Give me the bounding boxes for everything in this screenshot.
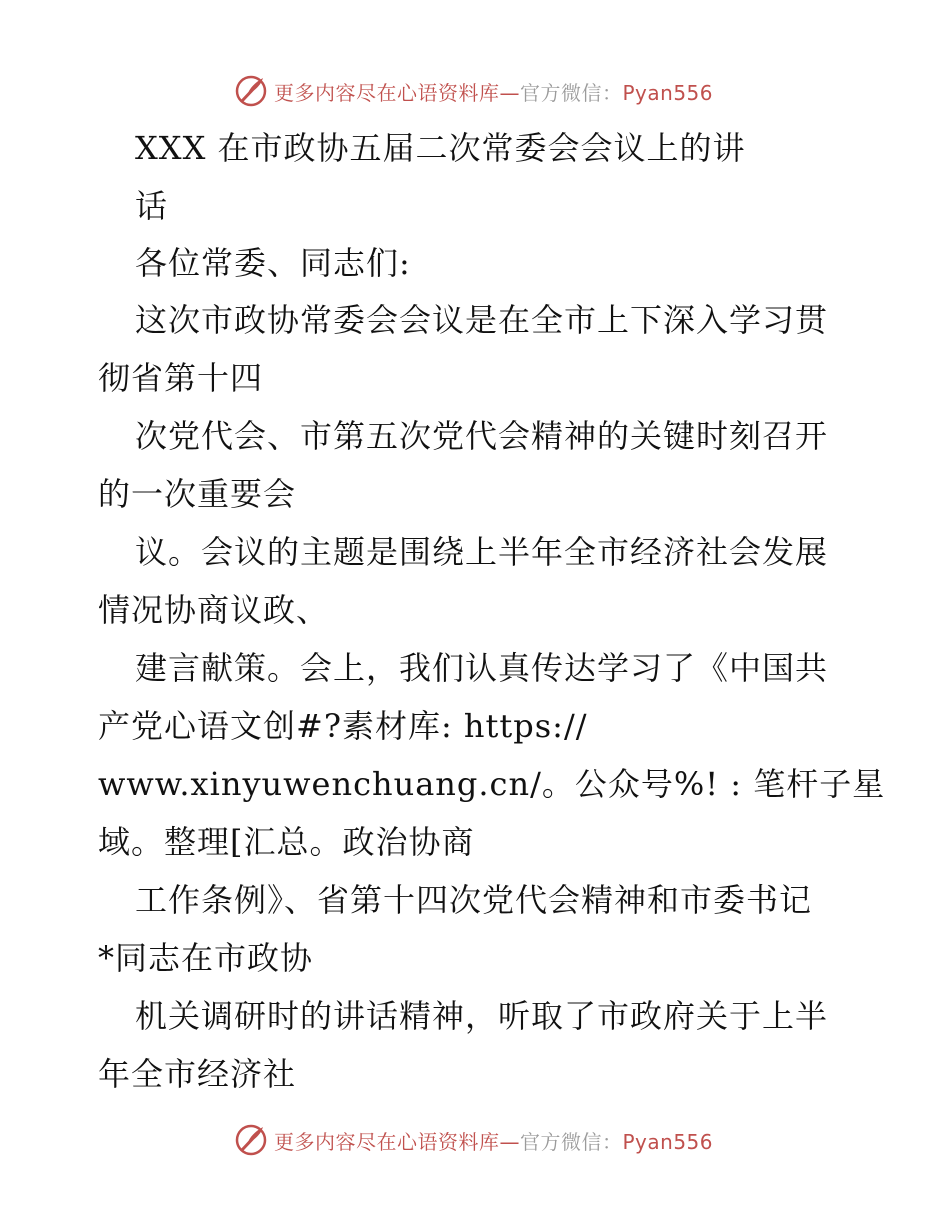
body-line: *同志在市政协 (98, 939, 314, 977)
body-line: 次党代会、市第五次党代会精神的关键时刻召开 (135, 417, 829, 455)
body-line: 机关调研时的讲话精神，听取了市政府关于上半 (135, 997, 829, 1035)
header-watermark (234, 71, 713, 111)
body-line: 域。整理[汇总。政治协商 (98, 823, 475, 861)
body-line: 议。会议的主题是围绕上半年全市经济社会发展 (135, 533, 829, 571)
watermark-wechat-id: Pyan556 (622, 80, 714, 105)
body-line: 建言献策。会上，我们认真传达学习了《中国共 (135, 649, 829, 687)
body-line: 产党心语文创#?素材库: https:// (98, 707, 588, 745)
watermark-separator: — (499, 80, 520, 105)
title-line-2: 话 (135, 187, 169, 225)
body-line: 彻省第十四 (98, 359, 264, 397)
watermark-label: 官方微信： (520, 1129, 623, 1154)
quill-logo-icon (234, 74, 268, 108)
body-line: 这次市政协常委会会议是在全市上下深入学习贯 (135, 301, 829, 339)
footer-watermark (234, 1120, 713, 1160)
body-line: www.xinyuwenchuang.cn/。公众号%! : 笔杆子星 (98, 765, 886, 803)
body-line: 年全市经济社 (98, 1055, 297, 1093)
salutation-line: 各位常委、同志们: (135, 244, 411, 282)
watermark-main-text: 更多内容尽在心语资料库 (274, 80, 500, 105)
watermark-separator: — (499, 1129, 520, 1154)
title-line-1: XXX 在市政协五届二次常委会会议上的讲 (135, 129, 746, 167)
quill-logo-icon (234, 1123, 268, 1157)
watermark-main-text: 更多内容尽在心语资料库 (274, 1129, 500, 1154)
watermark-label: 官方微信： (520, 80, 623, 105)
body-line: 的一次重要会 (98, 475, 297, 513)
body-line: 工作条例》、省第十四次党代会精神和市委书记 (135, 881, 813, 919)
watermark-wechat-id: Pyan556 (622, 1129, 714, 1154)
body-line: 情况协商议政、 (98, 591, 330, 629)
